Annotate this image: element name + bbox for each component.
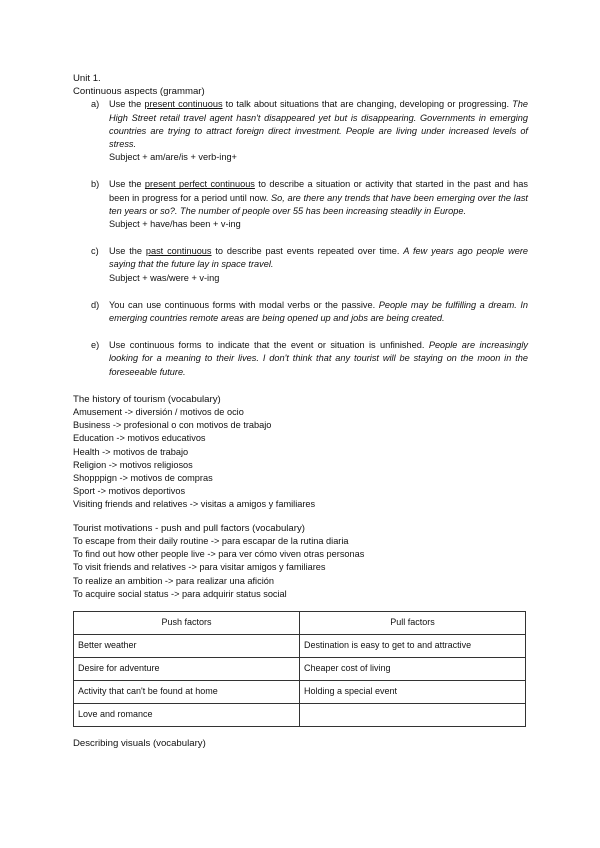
list-item: Education -> motivos educativos bbox=[73, 433, 206, 444]
item-marker: a) bbox=[91, 99, 100, 110]
grammar-term: present continuous bbox=[144, 99, 223, 110]
list-item: Visiting friends and relatives -> visitas a amigos y familiares bbox=[73, 499, 316, 510]
list-item: Religion -> motivos religiosos bbox=[73, 459, 193, 470]
grammar-item-b bbox=[73, 178, 528, 231]
item-marker: c) bbox=[91, 246, 99, 257]
table-cell: Cheaper cost of living bbox=[300, 657, 526, 680]
example-text: The High Street retail travel agent hasn't disappeared yet but is disappearing. Governments in emerging countries are trying to attract foreign direct investment. People are living under increased levels of stress. bbox=[109, 99, 529, 150]
table-cell: Activity that can't be found at home bbox=[74, 680, 300, 703]
formula: Subject + was/were + v-ing bbox=[109, 272, 220, 283]
push-pull-table bbox=[73, 611, 526, 727]
item-marker: b) bbox=[91, 179, 100, 190]
example-text: People may be fulfilling a dream. In emerging countries remote areas are being opened up and jobs are being created. bbox=[109, 299, 528, 324]
table-cell: Love and romance bbox=[74, 703, 300, 726]
table-cell: Holding a special event bbox=[300, 680, 526, 703]
table-cell: Desire for adventure bbox=[74, 657, 300, 680]
table-header-row bbox=[74, 611, 526, 634]
table-row bbox=[74, 634, 526, 657]
table-row bbox=[74, 657, 526, 680]
example-text: People are increasingly looking for a meaning to their lives. I don't think that any tourist will be staying on the moon in the foreseeable future. bbox=[109, 340, 528, 377]
item-body: Use the past continuous to describe past events repeated over time. A few years ago people were saying that the future lay in space travel. bbox=[109, 246, 528, 270]
list-item: Business -> profesional o con motivos de trabajo bbox=[73, 420, 272, 431]
formula: Subject + am/are/is + verb-ing+ bbox=[109, 152, 237, 163]
list-item: Sport -> motivos deportivos bbox=[73, 486, 186, 497]
list-item: To realize an ambition -> para realizar una afición bbox=[73, 575, 274, 586]
example-text: A few years ago people were saying that the future lay in space travel. bbox=[109, 246, 528, 270]
grammar-item-d bbox=[73, 299, 528, 325]
example-text: So, are there any trends that have been emerging over the last ten years or so?. The number of people over 55 has been increasing steadily in Europe. bbox=[109, 192, 528, 216]
grammar-list bbox=[73, 98, 528, 378]
list-item: To find out how other people live -> para ver cómo viven otras personas bbox=[73, 549, 365, 560]
list-item: Shopppign -> motivos de compras bbox=[73, 473, 213, 484]
grammar-item-e bbox=[73, 339, 528, 379]
table-cell: Better weather bbox=[74, 634, 300, 657]
table-cell bbox=[300, 703, 526, 726]
list-item: To visit friends and relatives -> para visitar amigos y familiares bbox=[73, 562, 326, 573]
grammar-item-a bbox=[73, 98, 528, 164]
item-marker: e) bbox=[91, 340, 100, 351]
grammar-item-c bbox=[73, 245, 528, 285]
list-item: To escape from their daily routine -> para escapar de la rutina diaria bbox=[73, 535, 349, 546]
push-factors-header: Push factors bbox=[74, 611, 300, 634]
history-list bbox=[73, 406, 528, 512]
item-body: Use the present perfect continuous to describe a situation or activity that started in the past and has been in progress for a period until now. So, are there any trends that have been emerging over the last ten years or so?. The number of people over 55 has been increasing steadily in Europe. bbox=[109, 179, 528, 216]
list-item: To acquire social status -> para adquirir status social bbox=[73, 588, 287, 599]
formula: Subject + have/has been + v-ing bbox=[109, 219, 241, 230]
grammar-term: past continuous bbox=[145, 246, 212, 257]
grammar-heading: Continuous aspects (grammar) bbox=[73, 86, 205, 98]
list-item: Health -> motivos de trabajo bbox=[73, 446, 189, 457]
unit-title: Unit 1. bbox=[73, 73, 101, 84]
item-marker: d) bbox=[91, 299, 100, 310]
table-cell: Destination is easy to get to and attractive bbox=[300, 634, 526, 657]
grammar-term: present perfect continuous bbox=[144, 179, 255, 190]
visuals-heading: Describing visuals (vocabulary) bbox=[73, 737, 206, 749]
item-body: Use the present continuous to talk about situations that are changing, developing or progressing. The High Street retail travel agent hasn't disappeared yet but is disappearing. Governments in emerging countries are trying to attract foreign direct investment. People are living under increased levels of stress. bbox=[109, 99, 529, 150]
history-heading: The history of tourism (vocabulary) bbox=[73, 393, 221, 405]
document-page bbox=[73, 72, 528, 750]
motivations-list bbox=[73, 535, 528, 601]
list-item: Amusement -> diversión / motivos de ocio bbox=[73, 407, 244, 418]
motivations-heading: Tourist motivations - push and pull factors (vocabulary) bbox=[73, 522, 305, 534]
item-body: Use continuous forms to indicate that the event or situation is unfinished. People are increasingly looking for a meaning to their lives. I don't think that any tourist will be staying on the moon in the foreseeable future. bbox=[109, 340, 528, 377]
table-row bbox=[74, 703, 526, 726]
table-row bbox=[74, 680, 526, 703]
item-body: You can use continuous forms with modal verbs or the passive. People may be fulfilling a dream. In emerging countries remote areas are being opened up and jobs are being created. bbox=[109, 299, 528, 324]
pull-factors-header: Pull factors bbox=[300, 611, 526, 634]
